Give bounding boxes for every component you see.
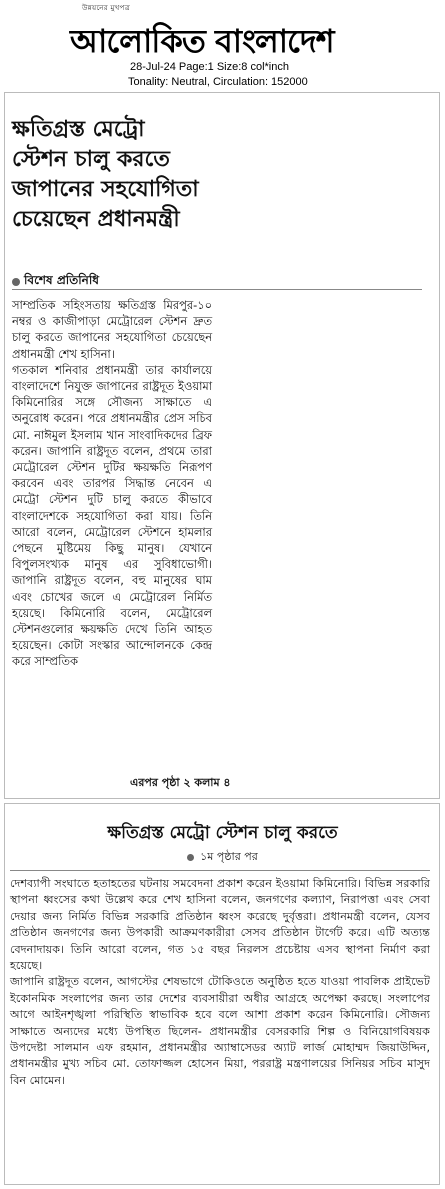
headline-line: চেয়েছেন প্রধানমন্ত্রী xyxy=(12,207,180,232)
continuation-paragraph: দেশব্যাপী সংঘাতে হতাহতের ঘটনায় সমবেদনা প্রকাশ করেন ইওয়ামা কিমিনোরি। বিভিন্ন সরকারি স্থাপনা ধ্বংসের কথা উল্লেখ করে শেখ হাসিনা বলেন, জনগণের কল্যাণ, নিরাপত্তা এবং সেবা দেয়ার জন্য নির্মিত বিভিন্ন সরকারি প্রতিষ্ঠান ধ্বংস করেছে দুর্বৃত্তরা। প্রধানমন্ত্রী বলেন, যেসব প্রতিষ্ঠান জনগণের জন্য উপকারী আক্রমণকারীরা সেসব প্রতিষ্ঠান টার্গেট করে। এটি অত্যন্ত বেদনাদায়ক। তিনি আরো বলেন, গত ১৫ বছর নিরলস প্রচেষ্টায় এসব স্থাপনা নির্মাণ করা হয়েছে। xyxy=(10,877,430,973)
article-paragraph: সাম্প্রতিক সহিংসতায় ক্ষতিগ্রস্ত মিরপুর-১০ নম্বর ও কাজীপাড়া মেট্রোরেল স্টেশন দ্রুত চালু করতে জাপানের সহযোগিতা চেয়েছেন প্রধানমন্ত্রী শেখ হাসিনা। xyxy=(12,298,212,361)
headline-line: স্টেশন চালু করতে xyxy=(12,147,170,172)
continuation-subtitle-text: ১ম পৃষ্ঠার পর xyxy=(200,850,258,863)
meta-line-date: 28-Jul-24 Page:1 Size:8 col*inch xyxy=(130,61,289,73)
clipping-meta xyxy=(128,60,308,90)
reporter-name: বিশেষ প্রতিনিধি xyxy=(24,273,99,287)
article-body xyxy=(12,297,212,670)
continuation-subtitle xyxy=(0,848,445,867)
masthead xyxy=(60,2,380,60)
bullet-icon xyxy=(12,278,20,286)
divider xyxy=(10,870,430,871)
continuation-body xyxy=(10,876,430,1089)
masthead-tagline: উন্নয়নের মুখপত্র xyxy=(82,4,131,12)
continuation-paragraph: জাপানি রাষ্ট্রদূত বলেন, আগস্টের শেষভাগে টোকিওতে অনুষ্ঠিত হতে যাওয়া পাবলিক প্রাইভেট ইকোনমিক সংলাপের জন্য তার দেশের ব্যবসায়ীরা অধীর আগ্রহে অপেক্ষা করছে। সংলাপের আগে আইনশৃঙ্খলা পরিস্থিতি স্বাভাবিক হবে বলে আশা প্রকাশ করেন কিমিনোরি। সৌজন্য সাক্ষাতে অন্যদের মধ্যে উপস্থিত ছিলেন- প্রধানমন্ত্রীর বেসরকারি শিল্প ও বিনিয়োগবিষয়ক উপদেষ্টা সালমান এফ রহমান, প্রধানমন্ত্রীর অ্যাম্বাসেডর অ্যাট লার্জ মোহাম্মদ জিয়াউদ্দিন, প্রধানমন্ত্রীর মুখ্য সচিব মো. তোফাজ্জল হোসেন মিয়া, পররাষ্ট্র মন্ত্রণালয়ের সিনিয়র সচিব মাসুদ বিন মোমেন। xyxy=(10,975,430,1087)
divider xyxy=(12,289,422,290)
headline-line: ক্ষতিগ্রস্ত মেট্রো xyxy=(12,117,145,142)
headline-line: জাপানের সহযোগিতা xyxy=(12,177,199,202)
meta-line-tonality: Tonality: Neutral, Circulation: 152000 xyxy=(128,76,308,88)
continuation-headline: ক্ষতিগ্রস্ত মেট্রো স্টেশন চালু করতে xyxy=(107,823,338,843)
bullet-icon xyxy=(187,854,194,861)
continued-note: এরপর পৃষ্ঠা ২ কলাম ৪ xyxy=(130,776,231,789)
article-paragraph: গতকাল শনিবার প্রধানমন্ত্রী তার কার্যালয়ে বাংলাদেশে নিযুক্ত জাপানের রাষ্ট্রদূত ইওয়ামা কিমিনোরির সঙ্গে সৌজন্য সাক্ষাতে এ অনুরোধ করেন। পরে প্রধানমন্ত্রীর প্রেস সচিব মো. নাঈমুল ইসলাম খান সাংবাদিকদের ব্রিফ করেন। জাপানি রাষ্ট্রদূত বলেন, প্রথমে তারা মেট্রোরেল স্টেশন দুটির ক্ষয়ক্ষতি নিরূপণ করবেন এবং তারপর সিদ্ধান্ত নেবেন এ মেট্রো স্টেশন দুটি চালু করতে কীভাবে বাংলাদেশকে সহযোগিতা করা যায়। তিনি আরো বলেন, মেট্রোরেল স্টেশনে হামলার পেছনে মুষ্টিমেয় কিছু মানুষ। যেখানে বিপুলসংখ্যক মানুষ এর সুবিধাভোগী। জাপানি রাষ্ট্রদূত বলেন, বহু মানুষের ঘাম এবং চোখের জলে এ মেট্রোরেল নির্মিত হয়েছে। কিমিনোরি বলেন, মেট্রোরেল স্টেশনগুলোর ক্ষয়ক্ষতি দেখে তিনি আহত হয়েছেন। কোটা সংস্কার আন্দোলনকে কেন্দ্র করে সাম্প্রতিক xyxy=(12,362,212,669)
newspaper-logo: আলোকিত বাংলাদেশ xyxy=(70,22,334,60)
article-headline xyxy=(12,115,312,235)
